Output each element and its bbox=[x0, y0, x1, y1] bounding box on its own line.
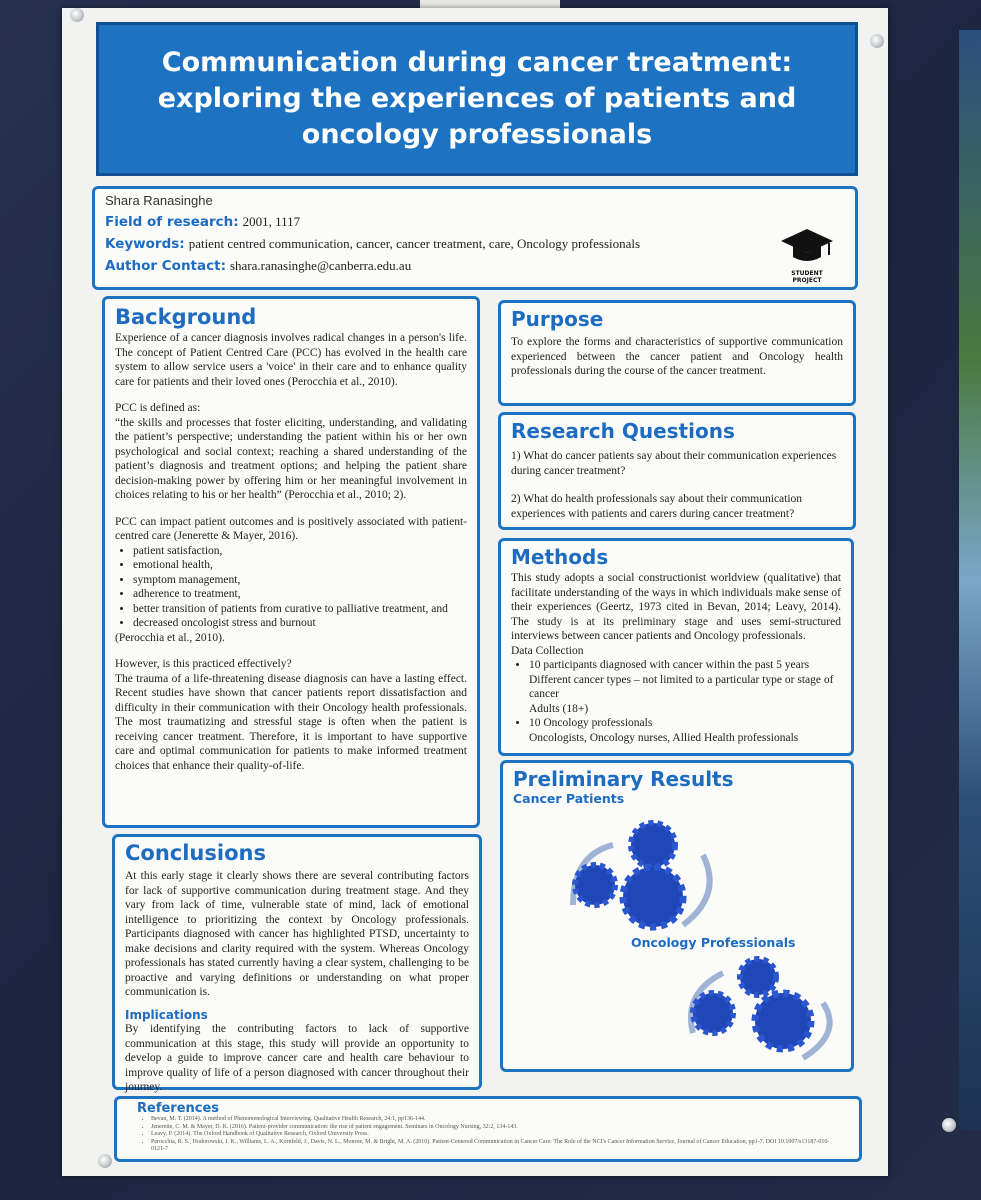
background-paragraph-1: Experience of a cancer diagnosis involves radical changes in a person's life. The concept of Patient Centred Care (PCC) has evolved in the health care system to allow service users a 'voice' in their care and to enhance quality care for patients and their loved ones (Perocchia et al., 2010). bbox=[115, 332, 467, 388]
title-banner bbox=[96, 22, 858, 176]
list-item bbox=[529, 658, 841, 716]
pin-icon bbox=[870, 34, 884, 48]
adjacent-poster-edge bbox=[959, 30, 981, 1130]
purpose-section bbox=[498, 300, 856, 406]
implications-paragraph: By identifying the contributing factors to lack of supportive communication at this stage, this study will provide an opportunity to develop a guide to improve cancer care and health care behaviour to improve quality of life of a person diagnosed with cancer throughout their journey. bbox=[125, 1023, 469, 1093]
field-row bbox=[105, 214, 845, 230]
preliminary-results-heading: Preliminary Results bbox=[513, 767, 734, 791]
graduation-cap-icon bbox=[779, 227, 835, 263]
list-item: • patient satisfaction, bbox=[133, 544, 467, 559]
keywords-value: patient centred communication, cancer, cancer treatment, care, Oncology professionals bbox=[188, 236, 641, 251]
references-section bbox=[114, 1096, 862, 1162]
research-questions-section bbox=[498, 412, 856, 530]
methods-heading: Methods bbox=[511, 545, 609, 569]
keywords-label: Keywords: bbox=[105, 236, 185, 252]
participant-group-professionals: 10 Oncology professionals bbox=[529, 717, 653, 729]
background-paragraph-3: PCC can impact patient outcomes and is positively associated with patient-centred care (Jenerette & Mayer, 2016). bbox=[115, 515, 467, 542]
background-question: However, is this practiced effectively? bbox=[115, 658, 292, 670]
conclusions-heading: Conclusions bbox=[125, 841, 266, 865]
gear-icon bbox=[623, 867, 683, 927]
list-item: • better transition of patients from curative to palliative treatment, and bbox=[133, 602, 467, 617]
list-item: • symptom management, bbox=[133, 573, 467, 588]
conclusions-section bbox=[112, 834, 482, 1093]
reference-item: • Perocchia, R. S., Hodorowski, J. K., Williams, L. A., Kornfeld, J., Davis, N. L., Monroe, M. & Bright, M. A. (2010). Patient-Centered Communication in Cancer Care: The Role of the NCI's Cancer Information Service, Journal of Cancer Education, pp1-7. DOI 10.1007/s13187-010-0121-7 bbox=[151, 1139, 839, 1154]
background-heading: Background bbox=[115, 305, 257, 329]
methods-paragraph: This study adopts a social constructionist worldview (qualitative) that facilitate understanding of the ways in which individuals make sense of their experiences (Geertz, 1973 cited in Bevan, 2014; Leavy, 2014). The study is at its preliminary stage and uses semi-structured interviews between cancer patients and Oncology professionals. bbox=[511, 572, 841, 642]
contact-label: Author Contact: bbox=[105, 258, 226, 274]
conclusions-paragraph: At this early stage it clearly shows there are several contributing factors for lack of supportive communication during treatment stage. And they vary from lack of time, vulnerable state of mind, lack of emotional intelligence to prioritizing the context by Oncology professionals. Participants diagnosed with cancer has highlighted PTSD, uncertainty to make decisions and clarity required with the system. Whereas Oncology professionals has stated currently having a clear system, challenging to be proactive and varying definitions or understanding on what proper communication is. bbox=[125, 870, 469, 998]
poster-title: Communication during cancer treatment: exploring the experiences of patients and oncology professionals bbox=[157, 47, 797, 150]
research-question-1: 1) What do cancer patients say about their communication experiences during cancer treatment? bbox=[511, 450, 837, 477]
contact-value: shara.ranasinghe@canberra.edu.au bbox=[229, 258, 412, 273]
gear-icon bbox=[755, 993, 811, 1049]
purpose-heading: Purpose bbox=[511, 307, 604, 331]
outcomes-citation: (Perocchia et al., 2010). bbox=[115, 631, 225, 644]
list-item: • adherence to treatment, bbox=[133, 587, 467, 602]
cycle-arrow-icon bbox=[683, 855, 710, 925]
gear-icon bbox=[575, 865, 615, 905]
badge-label: STUDENT PROJECT bbox=[791, 270, 823, 284]
professional-themes-gear-diagram bbox=[673, 953, 843, 1063]
participant-detail: Different cancer types – not limited to a particular type or stage of cancer bbox=[529, 673, 834, 700]
list-item: • decreased oncologist stress and burnout bbox=[133, 616, 467, 631]
participants-list bbox=[511, 658, 841, 745]
research-poster bbox=[62, 8, 888, 1176]
participant-detail: Adults (18+) bbox=[529, 702, 589, 715]
reference-item: • Bevan, M. T. (2014). A method of Phenomenological Interviewing. Qualitative Health Research, 24:1, pp136-144. bbox=[151, 1116, 839, 1124]
list-item: • emotional health, bbox=[133, 558, 467, 573]
references-list bbox=[137, 1116, 839, 1154]
background-section bbox=[102, 296, 480, 828]
data-collection-label: Data Collection bbox=[511, 644, 584, 657]
student-project-badge bbox=[777, 227, 837, 284]
field-label: Field of research: bbox=[105, 214, 239, 230]
purpose-text: To explore the forms and characteristics of supportive communication experienced between the cancer patient and Oncology health professionals during the course of the cancer treatment. bbox=[511, 336, 843, 377]
gear-icon bbox=[631, 823, 675, 867]
pcc-definition-quote: “the skills and processes that foster eliciting, understanding, and validating the patient’s perspective; understanding the patient within his or her own psychological and social context; reaching a shared understanding of the patient’s diagnosis and treatment options; and helping the patient share decision-making power by offering him or her meaningful involvement in choices relating to his or her health” (Perocchia et al., 2010; 2). bbox=[115, 416, 467, 501]
contact-row bbox=[105, 258, 845, 274]
gear-icon bbox=[693, 993, 733, 1033]
research-question-2: 2) What do health professionals say about their communication experiences with patients and carers during cancer treatment? bbox=[511, 493, 803, 520]
reference-item: • Leavy, P. (2014). The Oxford Handbook of Qualitative Research, Oxford University Press. bbox=[151, 1131, 839, 1139]
outcomes-list bbox=[115, 544, 467, 631]
cancer-patients-label: Cancer Patients bbox=[513, 791, 625, 806]
preliminary-results-section bbox=[500, 760, 854, 1072]
list-item bbox=[529, 716, 841, 745]
background-paragraph-4: The trauma of a life-threatening disease diagnosis can have a lasting effect. Recent studies have shown that cancer patients report dissatisfaction and difficulty in their communication with their Oncology health professionals. The most traumatizing and stressful stage is often when the patient is receiving cancer treatment. Therefore, it is important to have supportive care and optimal communication for patients to make informed treatment choices that enhance their quality-of-life. bbox=[115, 672, 467, 772]
references-heading: References bbox=[137, 1101, 220, 1116]
implications-heading: Implications bbox=[125, 1007, 208, 1022]
author-box bbox=[92, 186, 858, 290]
participant-group-patients: 10 participants diagnosed with cancer within the past 5 years bbox=[529, 659, 810, 671]
author-name: Shara Ranasinghe bbox=[105, 193, 213, 208]
pin-icon bbox=[98, 1154, 112, 1168]
field-value: 2001, 1117 bbox=[242, 214, 301, 229]
keywords-row bbox=[105, 236, 845, 252]
research-questions-heading: Research Questions bbox=[511, 419, 735, 443]
patient-themes-gear-diagram bbox=[563, 815, 723, 935]
pin-icon bbox=[942, 1118, 956, 1132]
pcc-definition-intro: PCC is defined as: bbox=[115, 402, 201, 414]
reference-item: • Jenerette, C. M. & Mayer, D. K. (2016). Patient-provider communication: the rise of patient engagement. Seminars in Oncology Nursing, 32:2, 134-143. bbox=[151, 1124, 839, 1132]
methods-section bbox=[498, 538, 854, 756]
oncology-professionals-label: Oncology Professionals bbox=[631, 935, 796, 950]
participant-detail: Oncologists, Oncology nurses, Allied Health professionals bbox=[529, 731, 799, 744]
pin-icon bbox=[70, 8, 84, 22]
gear-icon bbox=[740, 959, 776, 995]
